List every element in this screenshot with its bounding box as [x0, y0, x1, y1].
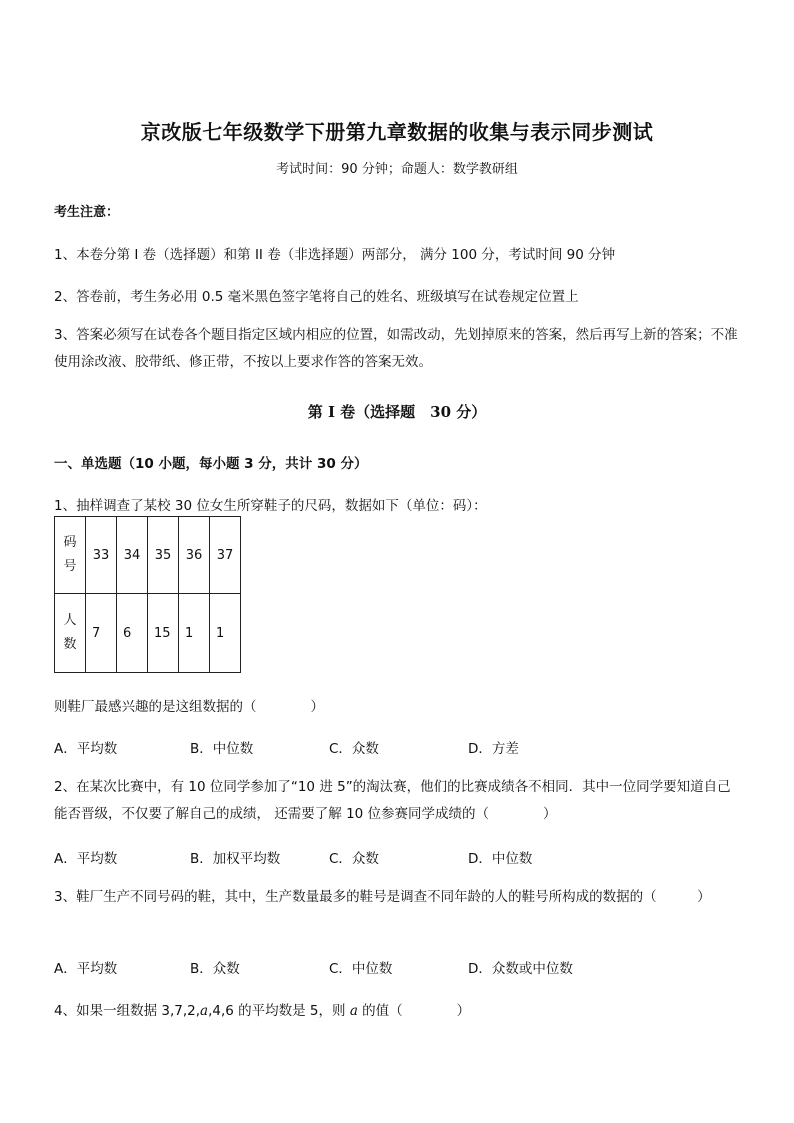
- q4-variable: a: [200, 1003, 209, 1019]
- table-row: [55, 594, 241, 673]
- option-d: D．中位数: [468, 851, 533, 867]
- question-4-stem: [54, 999, 470, 1019]
- question-3-stem: 3、鞋厂生产不同号码的鞋，其中，生产数量最多的鞋号是调查不同年龄的人的鞋号所构成的数据的（ ）: [54, 889, 711, 905]
- q4-middle: ,4,6 的平均数是 5，则: [208, 1003, 350, 1019]
- table-header-cell: [55, 594, 86, 673]
- table-cell: 7: [86, 594, 117, 673]
- notice-heading: 考生注意：: [54, 205, 120, 220]
- header-char: 数: [63, 637, 77, 652]
- exam-subtitle: 考试时间：90 分钟；命题人：数学教研组: [276, 162, 518, 177]
- header-char: 号: [63, 559, 77, 574]
- option-c: C．众数: [329, 851, 379, 867]
- question-1-followup: 则鞋厂最感兴趣的是这组数据的（ ）: [54, 699, 324, 715]
- option-d: D．方差: [468, 741, 519, 757]
- option-a: A．平均数: [54, 741, 118, 757]
- option-a: A．平均数: [54, 851, 118, 867]
- table-row: [55, 517, 241, 594]
- exam-title: 京改版七年级数学下册第九章数据的收集与表示同步测试: [140, 120, 654, 144]
- header-char: 码: [63, 535, 77, 550]
- q4-variable-2: a: [349, 1003, 358, 1019]
- option-b: B．中位数: [190, 741, 254, 757]
- option-c: C．中位数: [329, 961, 393, 977]
- q4-suffix: 的值（ ）: [357, 1003, 471, 1019]
- table-header-cell: [55, 517, 86, 594]
- table-cell: 1: [210, 594, 241, 673]
- question-2-stem: 2、在某次比赛中，有 10 位同学参加了“10 进 5”的淘汰赛，他们的比赛成绩各不相同．其中一位同学要知道自己能否晋级，不仅要了解自己的成绩， 还需要了解 10 位参赛同学成绩的（ ）: [54, 779, 731, 822]
- table-cell: 34: [117, 517, 148, 594]
- option-c: C．众数: [329, 741, 379, 757]
- table-cell: 37: [210, 517, 241, 594]
- notice-item-2: 2、答卷前，考生务必用 0.5 毫米黑色签字笔将自己的姓名、班级填写在试卷规定位置上: [54, 289, 579, 305]
- table-cell: 36: [179, 517, 210, 594]
- shoe-size-table: [54, 516, 241, 673]
- notice-item-1: 1、本卷分第 I 卷（选择题）和第 II 卷（非选择题）两部分， 满分 100 分，考试时间 90 分钟: [54, 247, 616, 263]
- header-char: 人: [63, 613, 77, 628]
- table-cell: 35: [148, 517, 179, 594]
- part-heading: 一、单选题（10 小题，每小题 3 分，共计 30 分）: [54, 456, 368, 472]
- option-b: B．众数: [190, 961, 240, 977]
- table-cell: 15: [148, 594, 179, 673]
- option-d: D．众数或中位数: [468, 961, 573, 977]
- section-title: 第 I 卷（选择题 30 分）: [307, 403, 487, 421]
- option-a: A．平均数: [54, 961, 118, 977]
- table-cell: 33: [86, 517, 117, 594]
- question-1-stem: 1、抽样调查了某校 30 位女生所穿鞋子的尺码，数据如下（单位：码）：: [54, 498, 487, 514]
- table-cell: 1: [179, 594, 210, 673]
- notice-item-3: 3、答案必须写在试卷各个题目指定区域内相应的位置，如需改动，先划掉原来的答案，然后再写上新的答案；不准使用涂改液、胶带纸、修正带，不按以上要求作答的答案无效。: [54, 327, 738, 370]
- table-cell: 6: [117, 594, 148, 673]
- q4-prefix: 4、如果一组数据 3,7,2,: [54, 1003, 201, 1019]
- option-b: B．加权平均数: [190, 851, 281, 867]
